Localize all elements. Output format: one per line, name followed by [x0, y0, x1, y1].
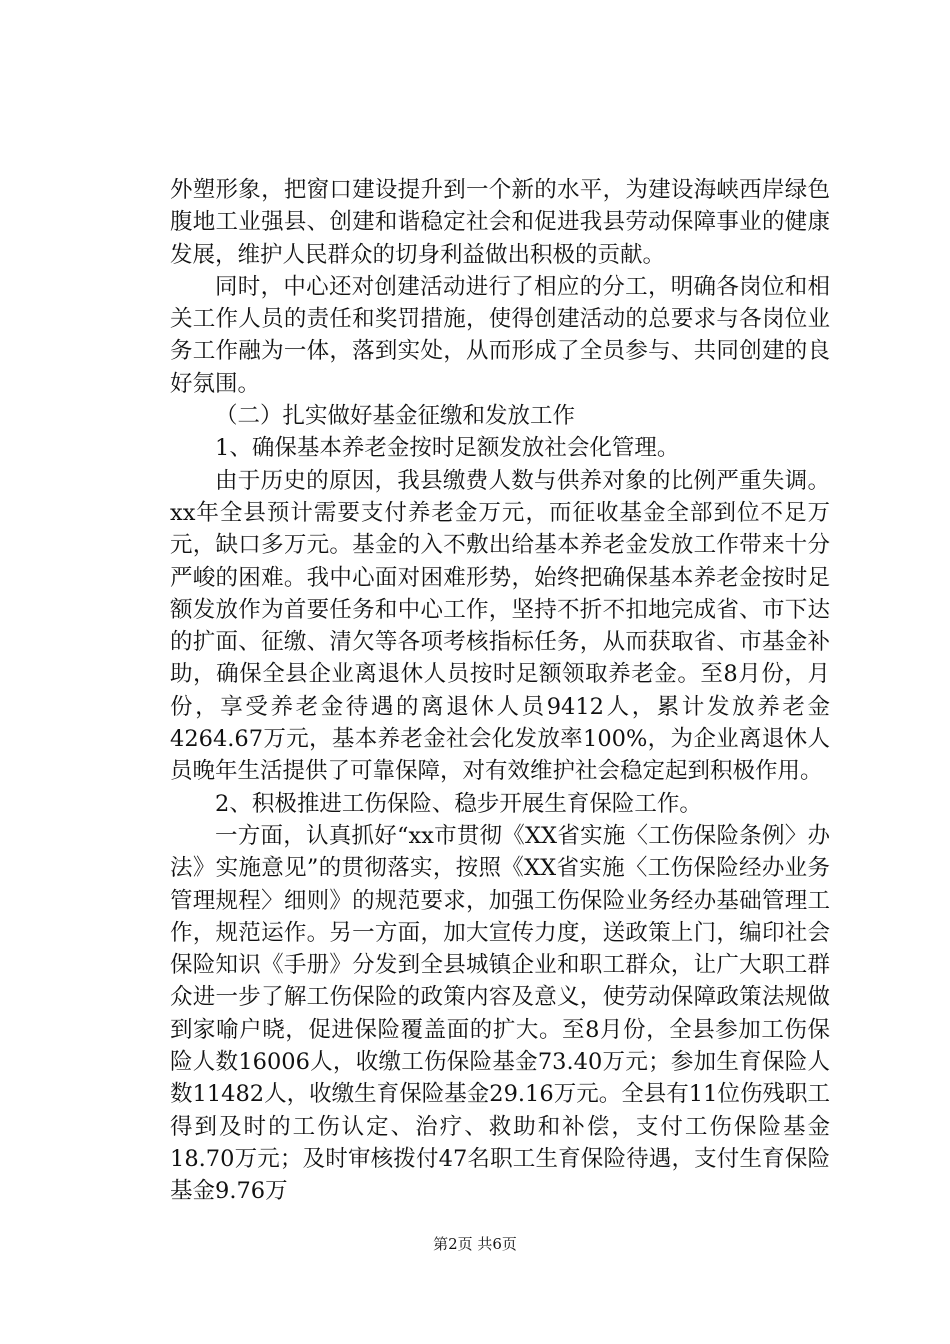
- page-footer: 第2页 共6页: [433, 1235, 517, 1253]
- section-heading: （二）扎实做好基金征缴和发放工作: [215, 403, 576, 430]
- subheading-injury-insurance: 2、积极推进工伤保险、稳步开展生育保险工作。: [215, 790, 702, 817]
- paragraph-continuation: 外塑形象，把窗口建设提升到一个新的水平，为建设海峡西岸绿色腹地工业强县、创建和谐稳定社会和促进我县劳动保障事业的健康发展，维护人民群众的切身利益做出积极的贡献。: [170, 177, 830, 268]
- paragraph-division-of-work: 同时，中心还对创建活动进行了相应的分工，明确各岗位和相关工作人员的责任和奖罚措施，使得创建活动的总要求与各岗位业务工作融为一体，落到实处，从而形成了全员参与、共同创建的良好氛围。: [170, 273, 830, 397]
- paragraph-pension: 由于历史的原因，我县缴费人数与供养对象的比例严重失调。xx年全县预计需要支付养老金万元，而征收基金全部到位不足万元，缺口多万元。基金的入不敷出给基本养老金发放工作带来十分严峻的困难。我中心面对困难形势，始终把确保基本养老金按时足额发放作为首要任务和中心工作，坚持不折不扣地完成省、市下达的扩面、征缴、清欠等各项考核指标任务，从而获取省、市基金补助，确保全县企业离退休人员按时足额领取养老金。至8月份，月份，享受养老金待遇的离退休人员9412人，累计发放养老金4264.67万元，基本养老金社会化发放率100%，为企业离退休人员晚年生活提供了可靠保障，对有效维护社会稳定起到积极作用。: [170, 467, 830, 785]
- subheading-pension: 1、确保基本养老金按时足额发放社会化管理。: [215, 435, 680, 462]
- document-body: [170, 174, 830, 1208]
- paragraph-injury-insurance: 一方面，认真抓好“xx市贯彻《XX省实施〈工伤保险条例〉办法》实施意见”的贯彻落实，按照《XX省实施〈工伤保险经办业务管理规程〉细则》的规范要求，加强工伤保险业务经办基础管理工作，规范运作。另一方面，加大宣传力度，送政策上门，编印社会保险知识《手册》分发到全县城镇企业和职工群众，让广大职工群众进一步了解工伤保险的政策内容及意义，使劳动保障政策法规做到家喻户晓，促进保险覆盖面的扩大。至8月份，全县参加工伤保险人数16006人，收缴工伤保险基金73.40万元；参加生育保险人数11482人，收缴生育保险基金29.16万元。全县有11位伤残职工得到及时的工伤认定、治疗、救助和补偿，支付工伤保险基金18.70万元；及时审核拨付47名职工生育保险待遇，支付生育保险基金9.76万: [170, 822, 830, 1205]
